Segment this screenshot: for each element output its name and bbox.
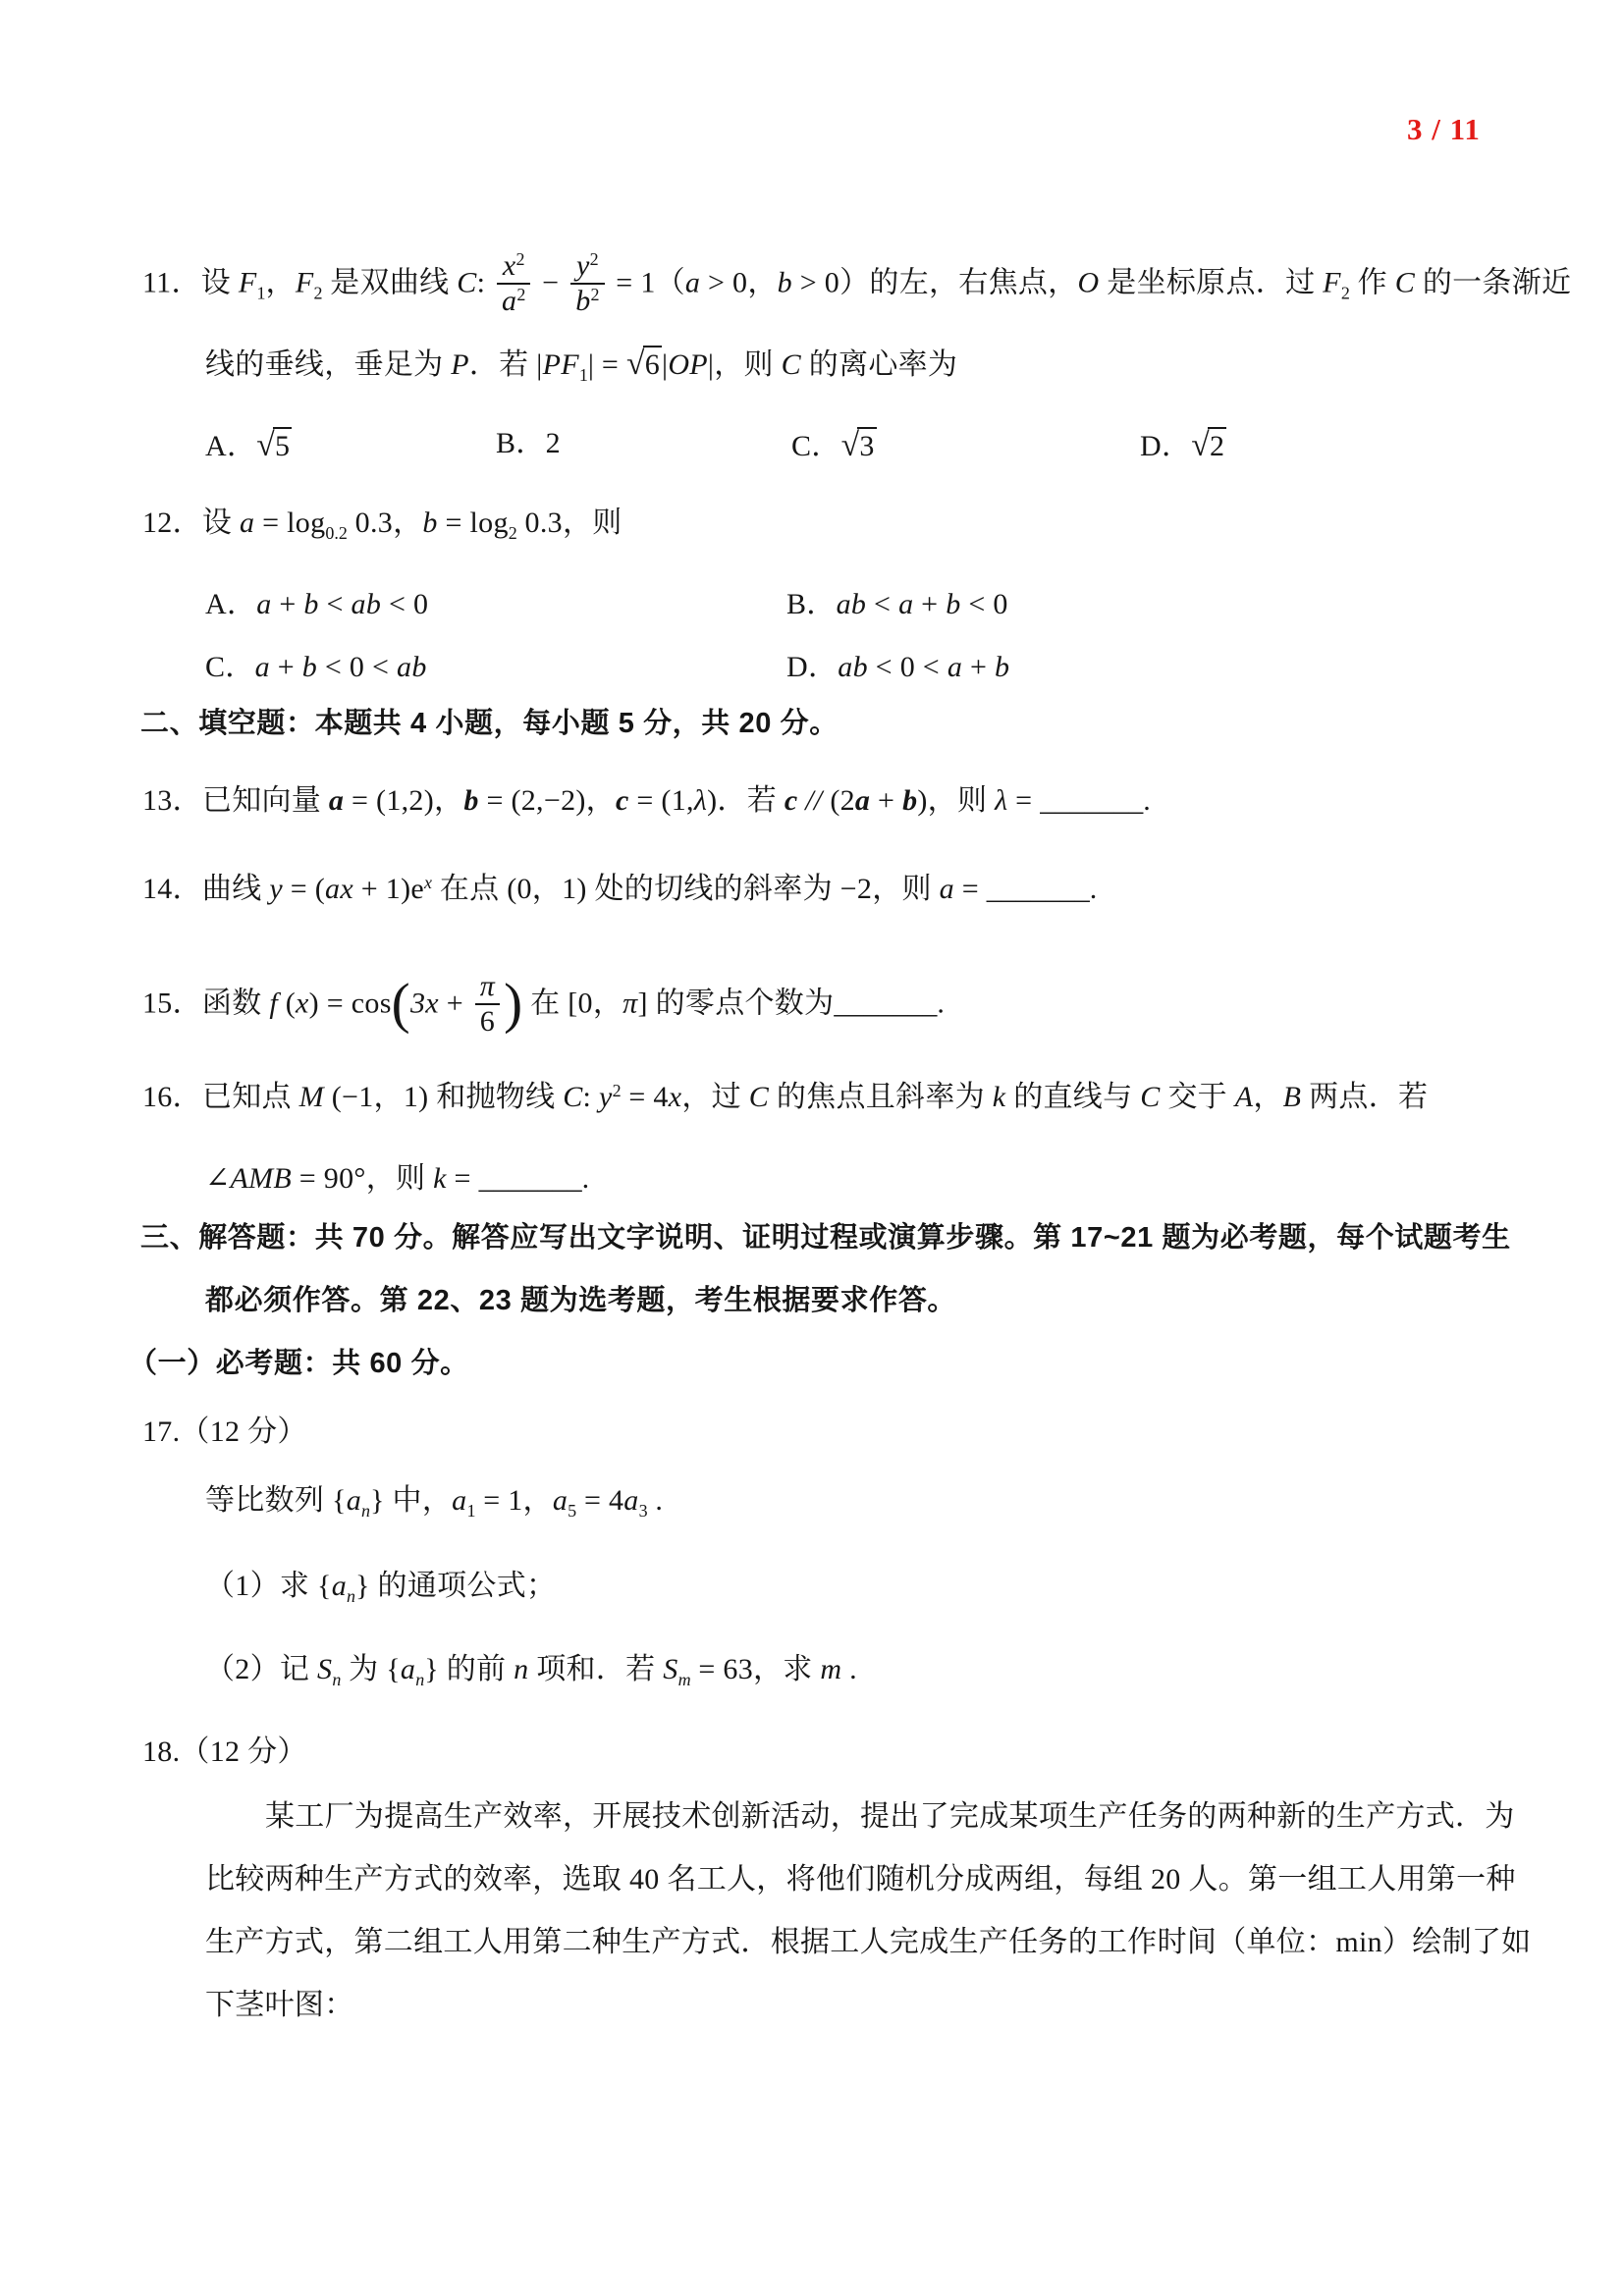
text-run: = 1， [475, 1484, 553, 1517]
page-number: 3 / 11 [1407, 112, 1481, 146]
q17-part1 [205, 1568, 556, 1608]
text-run: )．若 [707, 784, 785, 817]
superscript: 2 [612, 1081, 622, 1101]
square-root [1191, 427, 1226, 463]
answer-blank: _______ [986, 873, 1090, 905]
text-run: )，则 [917, 784, 996, 817]
text-run: ( [277, 987, 297, 1020]
text-run: 在 [0， [522, 987, 623, 1020]
radicand: 3 [857, 427, 876, 462]
math-var: M [298, 1081, 324, 1113]
text-run: : [582, 1081, 599, 1113]
text-run: ， [265, 266, 296, 299]
text-run: < 0 < [867, 651, 947, 683]
math-var: ab [397, 651, 427, 683]
text-run: 交于 [1160, 1081, 1235, 1113]
subscript: n [361, 1501, 371, 1522]
superscript: 2 [515, 249, 525, 270]
answer-blank: _______ [834, 987, 938, 1020]
text-run: |，则 [707, 348, 782, 381]
subscript: 1 [256, 283, 266, 303]
math-var: y [576, 249, 590, 282]
answer-blank: _______ [478, 1162, 582, 1195]
q12-option-b [786, 586, 1008, 623]
q17-part2 [205, 1651, 857, 1691]
math-var: C [1140, 1081, 1161, 1113]
math-vector-var: b [902, 784, 918, 817]
radicand: 6 [643, 346, 662, 381]
math-var: a [256, 588, 272, 620]
text-run: = 63，求 [690, 1653, 821, 1685]
math-vector-var: b [463, 784, 479, 817]
fraction-numerator [475, 970, 500, 1003]
q11-option-a [205, 425, 292, 466]
text-run: （2）记 [205, 1653, 317, 1685]
text-run: ] 的零点个数为 [637, 987, 835, 1020]
math-var: a [939, 873, 954, 905]
text-run: = (1,2)， [344, 784, 464, 817]
text-run: . [841, 1653, 857, 1685]
math-var: b [946, 588, 961, 620]
subscript: n [347, 1586, 356, 1607]
q16-line2 [205, 1160, 589, 1198]
math-var: x [296, 987, 309, 1020]
text-run: ∠ [205, 1162, 231, 1195]
text-run: ， [1253, 1081, 1283, 1113]
fraction-numerator [571, 249, 604, 283]
text-run: B．2 [496, 427, 561, 459]
math-var: a [947, 651, 963, 683]
q13-line1 [142, 782, 1151, 820]
math-var: n [514, 1653, 529, 1685]
math-var: S [663, 1653, 678, 1685]
text-run: 下茎叶图： [205, 1989, 354, 2021]
math-var: a [346, 1484, 362, 1517]
text-run: ，过 [681, 1081, 749, 1113]
square-root [840, 427, 877, 463]
subscript: 2 [313, 283, 323, 303]
math-vector-var: a [854, 784, 871, 817]
text-run: : [476, 266, 494, 299]
text-run: （1）求 { [205, 1570, 332, 1602]
text-run: = log [437, 507, 509, 539]
subscript: m [677, 1670, 691, 1690]
text-run: 18.（12 分） [142, 1735, 307, 1768]
math-var: a [400, 1653, 416, 1685]
square-root [256, 427, 292, 463]
math-var: x [502, 249, 516, 282]
text-run: > 0， [700, 266, 778, 299]
answer-blank: _______ [1040, 784, 1144, 817]
text-run: 二、填空题：本题共 4 小题，每小题 5 分，共 20 分。 [140, 708, 839, 739]
fraction [497, 249, 530, 317]
radical-sign: √ [1191, 427, 1210, 463]
text-run: B． [786, 588, 837, 620]
subscript: 2 [508, 523, 517, 544]
math-var: C [457, 266, 477, 299]
math-var: b [777, 266, 792, 299]
q18-para-line3 [205, 1924, 1531, 1961]
math-var: a [452, 1484, 467, 1517]
text-run: D． [1140, 430, 1192, 462]
text-run: + [913, 588, 947, 620]
text-run: 为 { [341, 1653, 401, 1685]
math-var: C [781, 348, 801, 381]
text-run: > 0）的左，右焦点， [791, 266, 1078, 299]
text-run: < 0 < [317, 651, 398, 683]
text-run: ．若 | [468, 348, 543, 381]
text-run: 某工厂为提高生产效率，开展技术创新活动，提出了完成某项生产任务的两种新的生产方式．为 [265, 1800, 1515, 1833]
math-var: C [748, 1081, 770, 1113]
q11-line1 [142, 251, 1571, 319]
math-var: F [295, 266, 314, 299]
math-var: b [303, 588, 319, 620]
q18-para-line2 [205, 1861, 1516, 1898]
text-run: 等比数列 { [205, 1484, 347, 1517]
text-run: . [647, 1484, 664, 1517]
math-vector-var: c [784, 784, 798, 817]
superscript: 2 [590, 284, 600, 304]
section3-header-line2 [205, 1283, 956, 1318]
math-var: F [238, 266, 257, 299]
big-paren: ( [391, 972, 410, 1035]
radicand: 2 [1208, 427, 1226, 462]
text-run: 16．已知点 [142, 1081, 299, 1113]
math-var: m [820, 1653, 842, 1685]
subscript: n [415, 1670, 425, 1690]
math-var: B [1282, 1081, 1302, 1113]
text-run: 6 [479, 1004, 496, 1038]
q18-para-line4 [205, 1987, 354, 2024]
math-var: AMB [230, 1162, 292, 1195]
q12-option-c [205, 649, 427, 686]
radical-sign: √ [625, 346, 645, 382]
text-run: = 1（ [608, 266, 685, 299]
text-run: . [1143, 784, 1152, 817]
text-run: 15．函数 [142, 987, 270, 1020]
text-run: + 1)e [352, 873, 424, 905]
math-vector-var: c [615, 784, 629, 817]
text-run: = (1, [628, 784, 694, 817]
q18-header [142, 1734, 307, 1771]
text-run: 项和．若 [528, 1653, 664, 1685]
part1-header [129, 1346, 469, 1381]
subscript: 5 [568, 1501, 577, 1522]
text-run: C． [791, 430, 841, 462]
subscript: 1 [578, 365, 588, 386]
math-var: a [623, 1484, 639, 1517]
math-var: F [1323, 266, 1341, 299]
q11-option-d [1140, 425, 1226, 466]
q16-line1 [142, 1079, 1428, 1116]
q11-option-b [496, 425, 561, 462]
text-run: 比较两种生产方式的效率，选取 40 名工人，将他们随机分成两组，每组 20 人。第一组工人用第一种 [205, 1863, 1516, 1896]
fraction-denominator [475, 1003, 500, 1039]
text-run: − [534, 266, 568, 299]
text-run: 线的垂线，垂足为 [205, 348, 452, 381]
text-run: . [581, 1162, 590, 1195]
text-run: = [953, 873, 987, 905]
q17-header [142, 1414, 307, 1451]
math-vector-var: a [328, 784, 345, 817]
section2-header [140, 706, 839, 741]
text-run: . [937, 987, 946, 1020]
q15-line1 [142, 972, 945, 1040]
text-run: < [866, 588, 899, 620]
text-run: + [271, 588, 304, 620]
text-run: (2 [822, 784, 855, 817]
text-run: } 的通项公式； [355, 1570, 557, 1602]
math-var: λ [995, 784, 1008, 817]
text-run: = [1007, 784, 1041, 817]
text-run: . [1089, 873, 1098, 905]
text-run: 0.3， [347, 507, 423, 539]
square-root [626, 348, 662, 381]
text-run: 在点 (0，1) 处的切线的斜率为 −2，则 [432, 873, 940, 905]
q11-line2 [205, 344, 957, 387]
math-var: π [479, 970, 496, 1002]
text-run: C． [205, 651, 255, 683]
math-var: a [898, 588, 914, 620]
math-var: O [1077, 266, 1100, 299]
text-run: 0.3，则 [516, 507, 623, 539]
text-run: + [962, 651, 995, 683]
fraction-numerator [498, 249, 530, 283]
text-run: = 4 [621, 1081, 669, 1113]
text-run: 17.（12 分） [142, 1415, 307, 1448]
math-var: a [240, 507, 255, 539]
subscript: 2 [1340, 283, 1350, 303]
q11-option-c [791, 425, 877, 466]
big-paren: ) [504, 972, 523, 1035]
math-var: b [301, 651, 318, 683]
math-var: b [575, 284, 591, 317]
text-run: = ( [282, 873, 326, 905]
text-run: 都必须作答。第 22、23 题为选考题，考生根据要求作答。 [205, 1285, 957, 1316]
math-var: 3x [409, 987, 439, 1020]
math-var: S [317, 1653, 333, 1685]
math-var: C [1394, 266, 1416, 299]
math-var: // [805, 784, 823, 817]
math-var: ab [836, 588, 867, 620]
radicand: 5 [273, 427, 292, 462]
subscript: 0.2 [325, 523, 348, 544]
math-var: P [451, 348, 469, 381]
text-run: = 4 [576, 1484, 624, 1517]
math-var: b [994, 651, 1010, 683]
math-var: b [422, 507, 438, 539]
text-run: < 0 [960, 588, 1008, 620]
math-var: PF [542, 348, 579, 381]
subscript: 1 [466, 1501, 476, 1522]
math-var: a [254, 651, 270, 683]
text-run: 的直线与 [1005, 1081, 1141, 1113]
q12-option-d [786, 649, 1009, 686]
q18-para-line1 [265, 1798, 1515, 1836]
math-var: a [684, 266, 701, 299]
text-run: A． [205, 588, 257, 620]
text-run: = log [254, 507, 326, 539]
superscript: 2 [516, 284, 526, 304]
math-var: k [992, 1081, 1006, 1113]
text-run: 是坐标原点．过 [1099, 266, 1324, 299]
math-var: ab [838, 651, 868, 683]
text-run: = [446, 1162, 479, 1195]
text-run: = 90°，则 [291, 1162, 434, 1195]
section3-header-line1 [140, 1220, 1511, 1255]
text-run: 的一条渐近 [1415, 266, 1572, 299]
text-run: 生产方式，第二组工人用第二种生产方式．根据工人完成生产任务的工作时间（单位：min）绘制了如 [205, 1926, 1532, 1958]
text-run: + [269, 651, 302, 683]
fraction-denominator [497, 283, 530, 318]
text-run: } 的前 [424, 1653, 514, 1685]
math-var: a [502, 284, 517, 317]
text-run: 作 [1349, 266, 1395, 299]
text-run: 两点．若 [1301, 1081, 1429, 1113]
subscript: n [332, 1670, 342, 1690]
radical-sign: √ [256, 427, 275, 463]
fraction [475, 970, 500, 1038]
math-var: A [1234, 1081, 1254, 1113]
text-run: 是双曲线 [322, 266, 458, 299]
fraction [570, 249, 604, 317]
text-run: ) = cos [308, 987, 392, 1020]
text-run: | [662, 348, 669, 381]
superscript: 2 [589, 249, 599, 270]
math-var: a [331, 1570, 348, 1602]
text-run: A． [205, 430, 257, 462]
math-var: π [623, 987, 638, 1020]
q12-line1 [142, 505, 623, 545]
text-run: + [438, 987, 471, 1020]
text-run: } 中， [370, 1484, 453, 1517]
text-run: 14．曲线 [142, 873, 270, 905]
text-run: + [870, 784, 903, 817]
text-run: （一）必考题：共 60 分。 [129, 1348, 469, 1379]
math-var: x [668, 1081, 682, 1113]
superscript: x [424, 873, 432, 893]
math-var: k [433, 1162, 447, 1195]
text-run: 13．已知向量 [142, 784, 329, 817]
subscript: 3 [638, 1501, 648, 1522]
math-var: C [563, 1081, 583, 1113]
q17-given [205, 1482, 663, 1522]
text-run: D． [786, 651, 839, 683]
math-var: y [269, 873, 283, 905]
text-run: | = [587, 348, 626, 381]
text-run: 三、解答题：共 70 分。解答应写出文字说明、证明过程或演算步骤。第 17~21 题为必考题，每个试题考生 [140, 1222, 1511, 1254]
text-run: < [318, 588, 352, 620]
text-run: < 0 [381, 588, 429, 620]
radical-sign: √ [840, 427, 860, 463]
math-var: OP [668, 348, 708, 381]
math-var: ab [351, 588, 382, 620]
math-var: y [598, 1081, 613, 1113]
q14-line1 [142, 871, 1098, 908]
text-run: 11．设 [142, 266, 239, 299]
math-var: λ [693, 784, 708, 817]
fraction-denominator [570, 283, 604, 318]
text-run: 12．设 [142, 507, 240, 539]
math-var: f [269, 987, 278, 1020]
text-run: = (2,−2)， [478, 784, 616, 817]
math-var: ax [325, 873, 353, 905]
math-var: a [552, 1484, 568, 1517]
q12-option-a [205, 586, 428, 623]
text-run: 的离心率为 [800, 348, 958, 381]
text-run: (−1，1) 和抛物线 [323, 1081, 564, 1113]
text-run: 的焦点且斜率为 [769, 1081, 993, 1113]
